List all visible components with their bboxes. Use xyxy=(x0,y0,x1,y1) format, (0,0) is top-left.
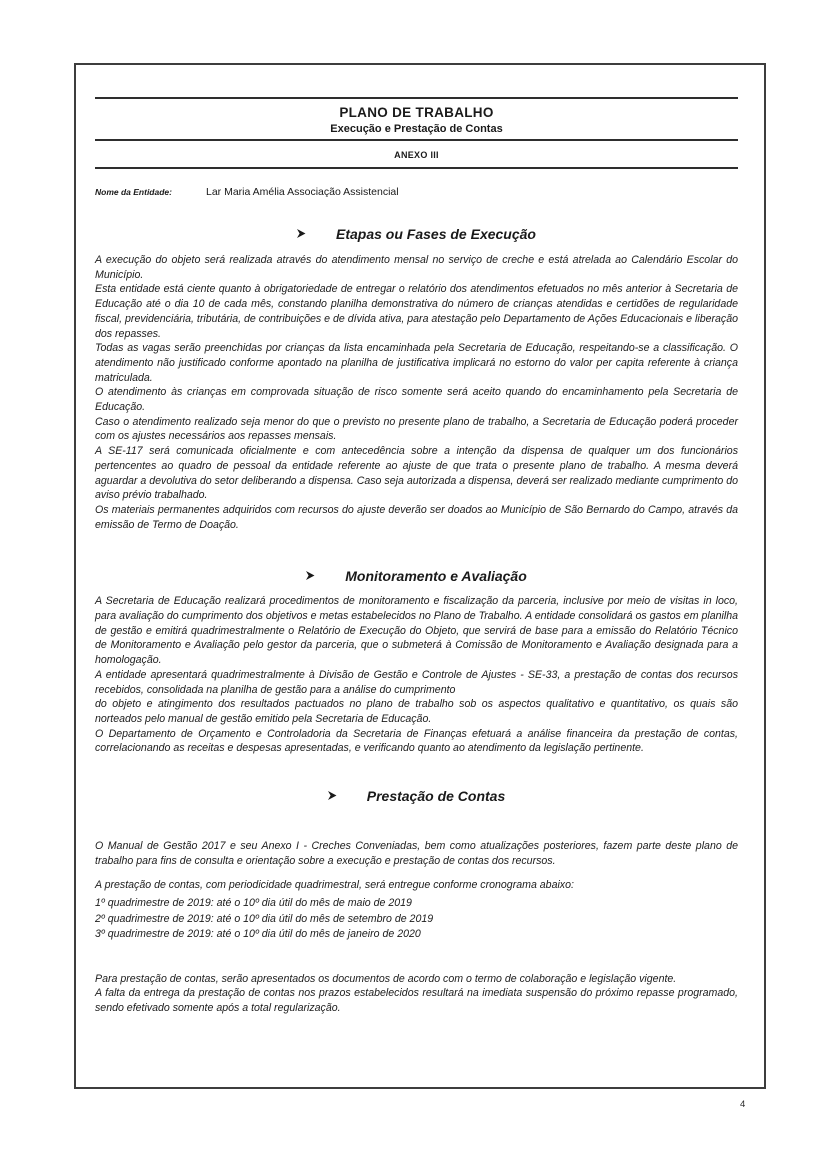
schedule-item: 2º quadrimestre de 2019: até o 10º dia útil do mês de setembro de 2019 xyxy=(95,912,434,925)
paragraph: A prestação de contas, com periodicidade quadrimestral, será entregue conforme cronograma abaixo: xyxy=(95,878,574,891)
paragraph: O atendimento às crianças em comprovada situação de risco somente será aceito quando do encaminhamento pela Secretaria de Educação. xyxy=(95,386,738,414)
schedule-item: 3º quadrimestre de 2019: até o 10º dia útil do mês de janeiro de 2020 xyxy=(95,928,421,941)
schedule-list xyxy=(95,896,738,943)
section-heading-etapas xyxy=(95,226,738,242)
paragraph: Todas as vagas serão preenchidas por crianças da lista encaminhada pela Secretaria de Educação, respeitando-se a classificação. O atendimento não justificado conforme apontado na planilha de justificativa implicará no estorno do valor per capita referente à criança matriculada. xyxy=(95,342,738,384)
arrowhead-bullet-icon xyxy=(297,226,306,242)
entity-name-label: Nome da Entidade: xyxy=(95,187,172,197)
section-heading-monitoramento xyxy=(95,568,738,584)
paragraph: Para prestação de contas, serão apresentados os documentos de acordo com o termo de colaboração e legislação vigente. xyxy=(95,972,677,985)
document-border-frame xyxy=(74,63,766,1089)
paragraph: A falta da entrega da prestação de contas nos prazos estabelecidos resultará na imediata suspensão do próximo repasse programado, sendo efetivado somente após a total regularização. xyxy=(95,987,738,1015)
arrowhead-bullet-icon xyxy=(306,568,315,584)
header-divider-bottom xyxy=(95,167,738,169)
paragraph: A execução do objeto será realizada através do atendimento mensal no serviço de creche e está atrelada ao Calendário Escolar do Município. xyxy=(95,254,738,281)
arrowhead-bullet-icon xyxy=(328,788,337,804)
paragraph: O Departamento de Orçamento e Controladoria da Secretaria de Finanças efetuará a análise financeira da prestação de contas, correlacionando as receitas e despesas apresentadas, e verificando quanto ao atendimento da legislação pertinente. xyxy=(95,727,738,755)
paragraph: O Manual de Gestão 2017 e seu Anexo I - Creches Conveniadas, bem como atualizações posteriores, fazem parte deste plano de trabalho para fins de consulta e orientação sobre a execução e prestação de contas dos recursos. xyxy=(95,840,738,867)
header-divider-top xyxy=(95,97,738,99)
section-title: Prestação de Contas xyxy=(366,788,506,805)
paragraph: Caso o atendimento realizado seja menor do que o previsto no presente plano de trabalho, a Secretaria de Educação poderá proceder com os ajustes necessários aos repasses mensais. xyxy=(95,415,738,443)
closing-paragraphs xyxy=(95,972,738,1016)
page-number: 4 xyxy=(740,1099,746,1110)
section-heading-prestacao xyxy=(95,788,738,804)
entity-name-row xyxy=(95,186,738,198)
page-subtitle: Execução e Prestação de Contas xyxy=(330,123,503,135)
header-divider-middle xyxy=(95,139,738,141)
schedule-item: 1º quadrimestre de 2019: até o 10º dia útil do mês de maio de 2019 xyxy=(95,897,412,910)
paragraph: A Secretaria de Educação realizará procedimentos de monitoramento e fiscalização da parceria, inclusive por meio de visitas in loco, para avaliação do cumprimento dos objetivos e metas estabelecidos no Plano de Trabalho. A entidade consolidará os gastos em planilha de gestão e emitirá quadrimestralmente o Relatório de Execução do Objeto, que servirá de base para a emissão do Relatório Técnico de Monitoramento e Avaliação pelo gestor da parceria, que o submeterá à Comissão de Monitoramento e Avaliação designada para a homologação. xyxy=(95,595,738,667)
page-title: PLANO DE TRABALHO xyxy=(339,105,494,120)
paragraph: A entidade apresentará quadrimestralmente à Divisão de Gestão e Controle de Ajustes - SE-33, a prestação de contas dos recursos recebidos, consolidada na planilha de gestão para a análise do cumprimento xyxy=(95,668,738,696)
section-title: Monitoramento e Avaliação xyxy=(345,568,527,585)
annex-label: ANEXO III xyxy=(394,150,439,160)
paragraph: Esta entidade está ciente quanto à obrigatoriedade de entregar o relatório dos atendimentos efetuados no mês anterior à Secretaria de Educação até o dia 10 de cada mês, constando planilha demonstrativa do número de crianças atendidas e certidões de regularidade fiscal, previdenciária, tributária, de contribuições e de dívida ativa, para atestação pelo Departamento de Ações Educacionais e liberação dos repasses. xyxy=(95,283,738,340)
section-title: Etapas ou Fases de Execução xyxy=(336,226,536,242)
document-content xyxy=(76,97,764,1016)
paragraph: A SE-117 será comunicada oficialmente e com antecedência sobre a intenção da dispensa de qualquer um dos funcionários pertencentes ao quadro de pessoal da entidade referente ao ajuste de que trata o presente plano de trabalho. A mesma deverá aguardar a devolutiva do setor deliberando a dispensa. Caso seja autorizada a dispensa, deverá ser realizado mediante cumprimento do aviso prévio trabalhado. xyxy=(95,445,738,502)
paragraph: Os materiais permanentes adquiridos com recursos do ajuste deverão ser doados ao Município de São Bernardo do Campo, através da emissão de Termo de Doação. xyxy=(95,503,738,531)
entity-name-value: Lar Maria Amélia Associação Assistencial xyxy=(205,186,399,198)
paragraph: do objeto e atingimento dos resultados pactuados no plano de trabalho sob os aspectos qualitativo e quantitativo, os quais são norteados pelo manual de gestão emitido pela Secretaria de Educação. xyxy=(95,698,738,725)
